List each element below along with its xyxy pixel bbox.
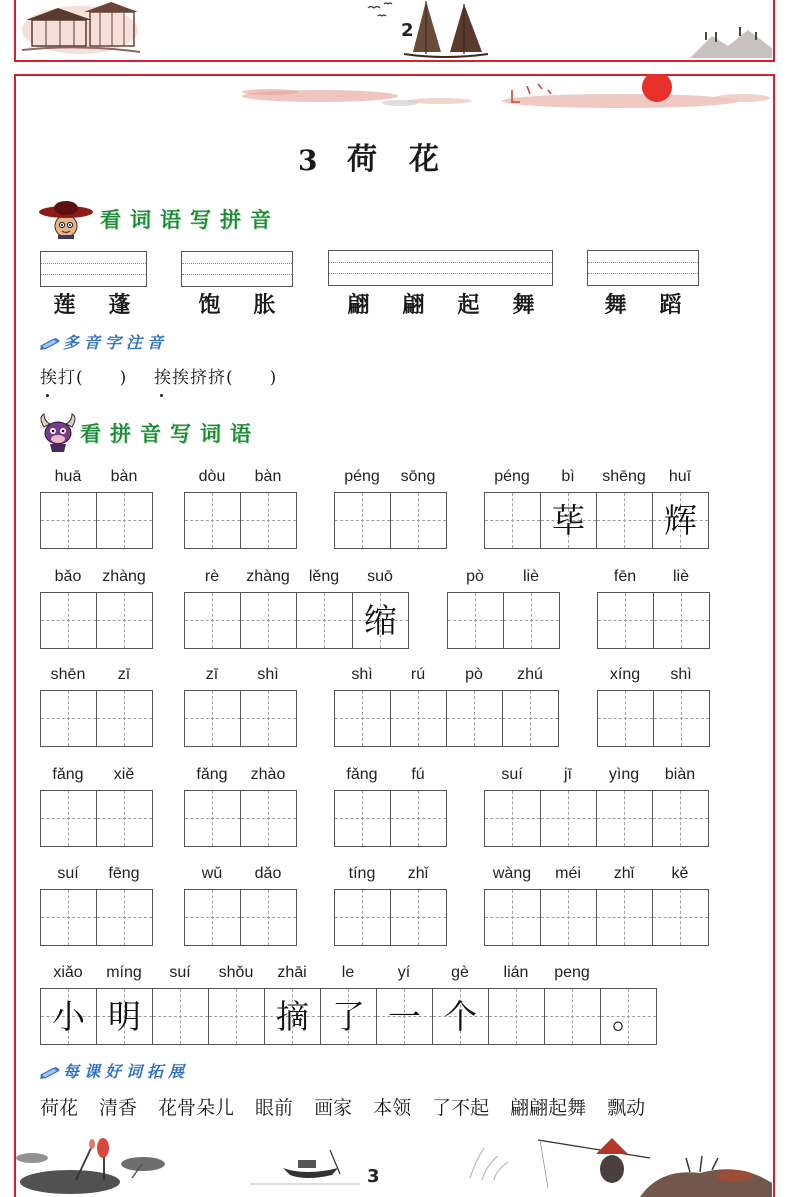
pavilion-illustration xyxy=(22,2,140,54)
writing-cell xyxy=(184,889,241,946)
given-character: 辉 xyxy=(664,501,697,540)
pinyin-syllable: zī xyxy=(205,666,219,683)
pinyin-syllable: xiǎo xyxy=(53,964,83,981)
writing-cell xyxy=(240,492,297,549)
extension-word: 飘动 xyxy=(607,1097,646,1119)
reeds-illustration xyxy=(470,1148,508,1180)
section-title-write-words: 看拼音写词语 xyxy=(80,422,260,446)
pinyin-syllable: jī xyxy=(564,766,572,783)
writing-cell xyxy=(240,690,297,747)
writing-cell xyxy=(597,690,654,747)
page-number: 3 xyxy=(367,1166,380,1187)
boat-illustration xyxy=(250,1150,360,1184)
writing-cell xyxy=(96,690,153,747)
extension-word-list xyxy=(40,1096,645,1120)
pinyin-syllable: péng xyxy=(344,468,380,485)
pinyin-syllable: bǎo xyxy=(54,568,82,585)
word-group xyxy=(484,863,709,946)
pinyin-syllable: suí xyxy=(501,766,523,783)
extension-word: 清香 xyxy=(99,1097,138,1119)
pinyin-syllable: xiě xyxy=(113,766,135,783)
pinyin-syllable: zhǐ xyxy=(613,865,635,882)
pinyin-syllable: huā xyxy=(54,468,82,485)
pinyin-syllable: wǔ xyxy=(201,865,223,882)
cartoon-bull-icon xyxy=(38,413,78,453)
given-character: 缩 xyxy=(364,601,397,640)
writing-cell xyxy=(208,988,265,1045)
mountain-illustration xyxy=(690,27,772,58)
writing-cell xyxy=(334,690,391,747)
writing-cell xyxy=(96,592,153,649)
writing-cell xyxy=(334,790,391,847)
extension-word: 本领 xyxy=(373,1097,412,1119)
writing-cell xyxy=(390,690,447,747)
word-group xyxy=(184,566,409,649)
writing-cell xyxy=(152,988,209,1045)
writing-cell xyxy=(40,889,97,946)
pinyin-syllable: zhǐ xyxy=(407,865,429,882)
subsection-title-extension: 每课好词拓展 xyxy=(63,1062,190,1081)
pinyin-syllable: yí xyxy=(397,964,411,981)
word-group xyxy=(40,863,153,946)
writing-cell xyxy=(502,690,559,747)
pinyin-syllable: fú xyxy=(411,766,425,783)
writing-cell xyxy=(390,790,447,847)
pinyin-writing-box xyxy=(328,250,553,286)
polyphone-item: 挨打( ) xyxy=(40,368,128,388)
word-group xyxy=(334,863,447,946)
previous-page-number: 2 xyxy=(401,20,414,41)
writing-cell xyxy=(446,690,503,747)
writing-cell xyxy=(540,790,597,847)
pinyin-syllable: fǎng xyxy=(346,766,378,783)
writing-cell xyxy=(40,492,97,549)
writing-cell xyxy=(652,492,709,549)
vocabulary-word: 饱胀 xyxy=(198,292,309,318)
given-character: 个 xyxy=(444,997,477,1036)
pinyin-syllable: méi xyxy=(555,865,581,882)
word-group xyxy=(334,764,447,847)
pinyin-syllable: dǎo xyxy=(254,865,282,882)
pinyin-syllable: rè xyxy=(204,568,220,585)
pinyin-syllable: shēn xyxy=(50,666,86,683)
extension-word: 翩翩起舞 xyxy=(510,1097,587,1119)
birds-illustration xyxy=(368,3,392,16)
vocabulary-word: 莲蓬 xyxy=(53,292,164,318)
writing-cell xyxy=(484,492,541,549)
pinyin-syllable: fǎng xyxy=(52,766,84,783)
emphasis-dot xyxy=(46,394,49,397)
given-character: 荜 xyxy=(552,501,585,540)
word-group xyxy=(40,466,153,549)
writing-cell xyxy=(390,889,447,946)
pinyin-syllable: lián xyxy=(503,964,529,981)
polyphone-item: 挨挨挤挤( ) xyxy=(154,368,278,388)
pinyin-syllable: tíng xyxy=(348,865,376,882)
writing-cell xyxy=(596,790,653,847)
word-group xyxy=(484,466,709,549)
writing-cell xyxy=(264,988,321,1045)
writing-cell xyxy=(40,592,97,649)
pinyin-syllable: pò xyxy=(465,666,483,683)
pinyin-syllable: huī xyxy=(668,468,692,485)
writing-cell xyxy=(96,889,153,946)
word-group xyxy=(40,962,657,1045)
pinyin-syllable: shēng xyxy=(602,468,646,485)
pinyin-syllable: shì xyxy=(670,666,692,683)
word-group xyxy=(484,764,709,847)
writing-cell xyxy=(184,790,241,847)
pinyin-syllable: zhào xyxy=(250,766,286,783)
sailboat-illustration xyxy=(404,1,488,57)
writing-cell xyxy=(597,592,654,649)
writing-cell xyxy=(653,690,710,747)
pinyin-syllable: bì xyxy=(561,468,575,485)
word-group xyxy=(184,764,297,847)
lesson-title: 荷花 xyxy=(347,142,471,177)
pinyin-syllable: suí xyxy=(169,964,191,981)
writing-cell xyxy=(540,492,597,549)
word-group xyxy=(447,566,560,649)
subsection-title-polyphone: 多音字注音 xyxy=(63,333,169,352)
pinyin-syllable: wàng xyxy=(492,865,532,882)
pinyin-syllable: sōng xyxy=(400,468,436,485)
word-group xyxy=(597,566,710,649)
pinyin-syllable: yìng xyxy=(608,766,640,783)
writing-cell xyxy=(40,988,97,1045)
given-character: 明 xyxy=(108,997,141,1036)
pinyin-syllable: suí xyxy=(57,865,79,882)
writing-cell xyxy=(184,690,241,747)
writing-cell xyxy=(240,592,297,649)
previous-page-illustration xyxy=(0,0,790,60)
pencil-icon xyxy=(40,1065,62,1079)
given-character: 摘 xyxy=(276,997,309,1036)
writing-cell xyxy=(596,889,653,946)
given-character: 一 xyxy=(388,997,421,1036)
pinyin-syllable: fēng xyxy=(108,865,140,882)
writing-cell xyxy=(184,592,241,649)
writing-cell xyxy=(40,690,97,747)
pinyin-syllable: zhàng xyxy=(102,568,146,585)
writing-cell xyxy=(184,492,241,549)
lotus-illustration xyxy=(16,1138,165,1194)
pinyin-syllable: kě xyxy=(671,865,689,882)
writing-cell xyxy=(600,988,657,1045)
pencil-icon xyxy=(40,336,62,350)
pinyin-syllable: zhàng xyxy=(246,568,290,585)
word-group xyxy=(184,863,297,946)
pinyin-syllable: le xyxy=(341,964,355,981)
cartoon-boy-icon xyxy=(38,199,98,239)
extension-word: 了不起 xyxy=(432,1097,490,1119)
given-character: 小 xyxy=(52,997,85,1036)
section-title-write-pinyin: 看词语写拼音 xyxy=(100,208,280,232)
writing-cell xyxy=(432,988,489,1045)
word-group xyxy=(40,764,153,847)
writing-cell xyxy=(544,988,601,1045)
pinyin-syllable: suō xyxy=(367,568,393,585)
writing-cell xyxy=(540,889,597,946)
writing-cell xyxy=(652,790,709,847)
pinyin-syllable: rú xyxy=(410,666,426,683)
pinyin-syllable: xíng xyxy=(609,666,641,683)
pinyin-syllable: peng xyxy=(554,964,590,981)
writing-cell xyxy=(40,790,97,847)
pinyin-syllable: fǎng xyxy=(196,766,228,783)
writing-cell xyxy=(296,592,353,649)
writing-cell xyxy=(334,492,391,549)
pinyin-writing-box xyxy=(587,250,699,286)
pinyin-syllable: lěng xyxy=(308,568,340,585)
pinyin-syllable: zhú xyxy=(517,666,543,683)
pinyin-syllable: biàn xyxy=(664,766,696,783)
writing-cell xyxy=(320,988,377,1045)
footer-landscape-illustration xyxy=(0,1128,790,1197)
writing-cell xyxy=(96,492,153,549)
pinyin-syllable: míng xyxy=(106,964,142,981)
emphasis-dot xyxy=(160,394,163,397)
extension-word: 花骨朵儿 xyxy=(158,1097,235,1119)
given-character: 。 xyxy=(612,997,645,1036)
writing-cell xyxy=(653,592,710,649)
word-group xyxy=(597,664,710,747)
pinyin-syllable: zī xyxy=(117,666,131,683)
pinyin-syllable: zhāi xyxy=(277,964,307,981)
pinyin-writing-box xyxy=(40,251,147,287)
pinyin-syllable: péng xyxy=(494,468,530,485)
word-group xyxy=(40,566,153,649)
writing-cell xyxy=(240,790,297,847)
word-group xyxy=(184,466,297,549)
writing-cell xyxy=(96,988,153,1045)
pinyin-syllable: liè xyxy=(672,568,689,585)
writing-cell xyxy=(488,988,545,1045)
pinyin-syllable: liè xyxy=(522,568,539,585)
word-group xyxy=(40,664,153,747)
pinyin-syllable: shì xyxy=(351,666,373,683)
writing-cell xyxy=(484,790,541,847)
brush-clouds xyxy=(242,89,770,108)
writing-cell xyxy=(376,988,433,1045)
writing-cell xyxy=(240,889,297,946)
writing-cell xyxy=(390,492,447,549)
fisherman-illustration xyxy=(538,1138,772,1197)
header-landscape-illustration xyxy=(0,74,790,124)
word-group xyxy=(184,664,297,747)
writing-cell xyxy=(484,889,541,946)
pinyin-syllable: bàn xyxy=(110,468,138,485)
pinyin-writing-box xyxy=(181,251,293,287)
vocabulary-word: 舞蹈 xyxy=(604,292,715,318)
writing-cell xyxy=(447,592,504,649)
word-group xyxy=(334,466,447,549)
pinyin-syllable: fēn xyxy=(613,568,637,585)
pinyin-syllable: pò xyxy=(466,568,484,585)
pinyin-syllable: shǒu xyxy=(218,964,254,981)
writing-cell xyxy=(352,592,409,649)
writing-cell xyxy=(334,889,391,946)
writing-cell xyxy=(596,492,653,549)
extension-word: 画家 xyxy=(314,1097,353,1119)
pinyin-syllable: bàn xyxy=(254,468,282,485)
word-group xyxy=(334,664,559,747)
writing-cell xyxy=(503,592,560,649)
pinyin-syllable: shì xyxy=(257,666,279,683)
writing-cell xyxy=(652,889,709,946)
vocabulary-word: 翩翩起舞 xyxy=(347,292,568,318)
writing-cell xyxy=(96,790,153,847)
lesson-number: 3 xyxy=(298,144,318,177)
extension-word: 眼前 xyxy=(255,1097,294,1119)
given-character: 了 xyxy=(332,997,365,1036)
pinyin-syllable: dòu xyxy=(198,468,226,485)
extension-word: 荷花 xyxy=(40,1097,79,1119)
pinyin-syllable: gè xyxy=(451,964,469,981)
